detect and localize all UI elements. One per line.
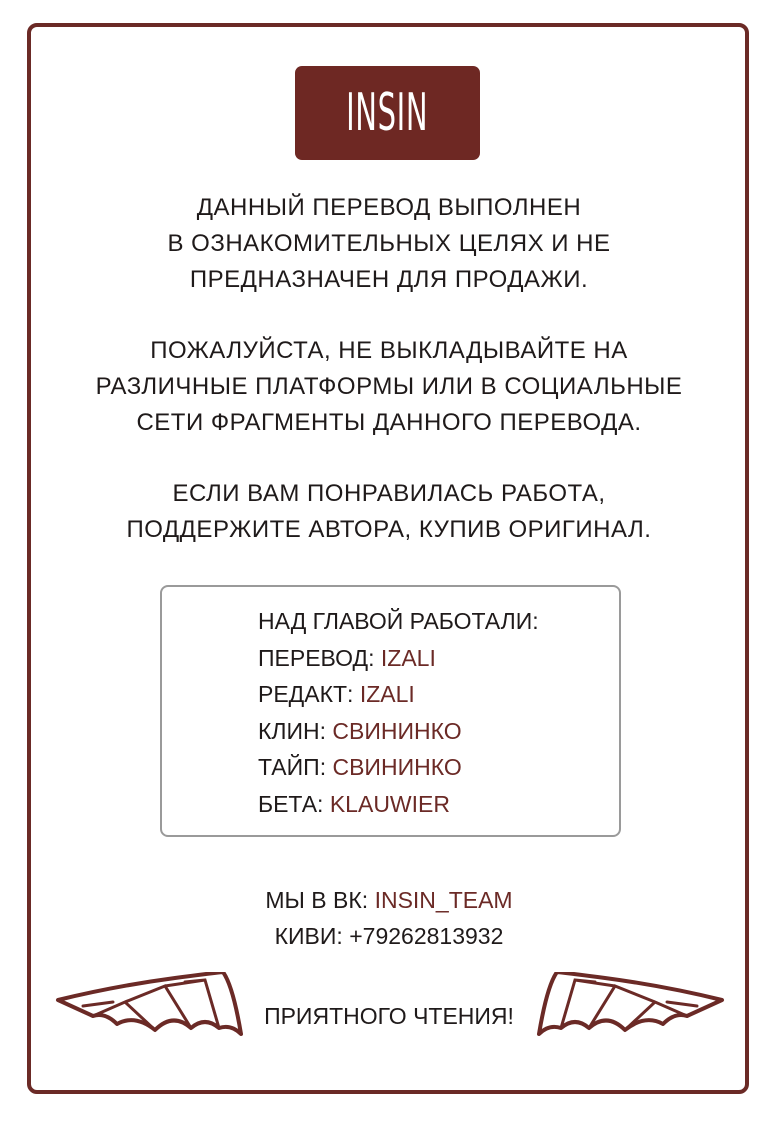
credit-name: IZALI bbox=[359, 681, 415, 707]
credit-row-translation bbox=[258, 640, 619, 677]
credit-role: КЛИН: bbox=[258, 717, 333, 744]
credit-row-editing bbox=[258, 676, 619, 713]
credit-row-typesetting bbox=[258, 749, 619, 786]
bat-wing-right-icon bbox=[535, 972, 725, 1050]
notice-paragraph bbox=[40, 190, 738, 298]
request-line: ПОЖАЛУЙСТА, НЕ ВЫКЛАДЫВАЙТЕ НА bbox=[150, 337, 628, 364]
credit-name: СВИНИНКО bbox=[332, 754, 462, 780]
credit-row-beta bbox=[258, 786, 619, 823]
team-logo bbox=[295, 66, 480, 160]
notice-line: ДАННЫЙ ПЕРЕВОД ВЫПОЛНЕН bbox=[196, 194, 582, 221]
credit-name: KLAUWIER bbox=[329, 790, 450, 817]
support-paragraph bbox=[40, 476, 738, 548]
request-paragraph bbox=[40, 333, 738, 441]
vk-link[interactable]: INSIN_TEAM bbox=[374, 887, 513, 913]
notice-line: ПРЕДНАЗНАЧЕН ДЛЯ ПРОДАЖИ. bbox=[189, 266, 589, 293]
closing-text: ПРИЯТНОГО ЧТЕНИЯ! bbox=[264, 1003, 514, 1029]
vk-label: МЫ В ВК: bbox=[265, 887, 375, 913]
credit-name: СВИНИНКО bbox=[332, 717, 462, 744]
support-line: ЕСЛИ ВАМ ПОНРАВИЛАСЬ РАБОТА, bbox=[172, 480, 606, 507]
credit-role: ПЕРЕВОД: bbox=[258, 644, 381, 671]
credits-heading: НАД ГЛАВОЙ РАБОТАЛИ: bbox=[258, 608, 539, 634]
support-line: ПОДДЕРЖИТЕ АВТОРА, КУПИВ ОРИГИНАЛ. bbox=[126, 516, 652, 543]
qiwi-label: КИВИ: bbox=[274, 923, 350, 949]
request-line: РАЗЛИЧНЫЕ ПЛАТФОРМЫ ИЛИ В СОЦИАЛЬНЫЕ bbox=[95, 373, 683, 400]
credit-role: БЕТА: bbox=[258, 790, 330, 817]
credits-box bbox=[160, 585, 621, 837]
vk-line bbox=[0, 882, 778, 919]
notice-line: В ОЗНАКОМИТЕЛЬНЫХ ЦЕЛЯХ И НЕ bbox=[167, 230, 611, 257]
credit-name: IZALI bbox=[380, 644, 436, 671]
request-line: СЕТИ ФРАГМЕНТЫ ДАННОГО ПЕРЕВОДА. bbox=[136, 409, 642, 436]
credit-row-cleaning bbox=[258, 713, 619, 750]
credit-role: ТАЙП: bbox=[258, 754, 333, 780]
qiwi-number: +79262813932 bbox=[349, 923, 504, 949]
qiwi-line bbox=[0, 918, 778, 955]
logo-text: INSIN bbox=[346, 83, 429, 143]
credit-role: РЕДАКТ: bbox=[258, 681, 360, 707]
